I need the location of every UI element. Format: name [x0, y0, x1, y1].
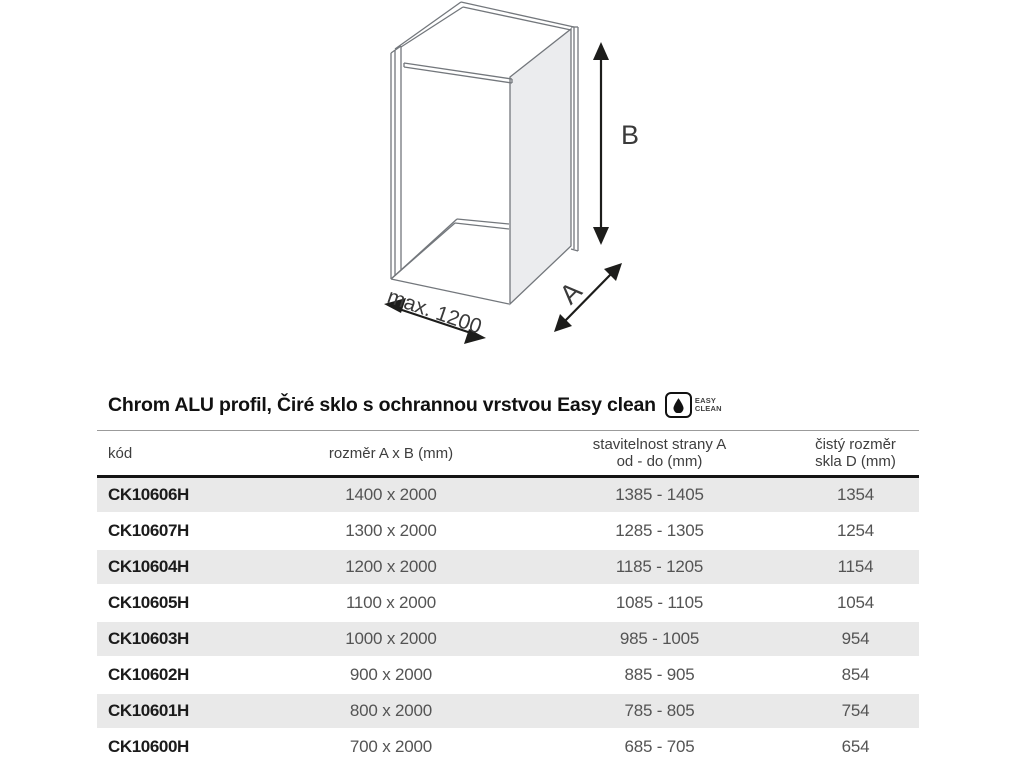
- product-code-cell: CK10602H: [108, 665, 189, 684]
- product-code-cell: CK10601H: [108, 701, 189, 720]
- column-header-stavitelnost: stavitelnost strany A od - do (mm): [592, 436, 727, 470]
- table-row: [97, 550, 919, 584]
- easy-clean-label: EASY CLEAN: [694, 396, 722, 413]
- glass-width-cell: 854: [841, 665, 870, 684]
- easy-clean-badge: [665, 392, 722, 418]
- dimension-label-a: A: [553, 275, 588, 310]
- page-title: Chrom ALU profil, Čiré sklo s ochrannou vrstvou Easy clean: [108, 393, 656, 416]
- adjustability-cell: 885 - 905: [624, 665, 695, 684]
- dimension-cell: 1100 x 2000: [345, 593, 437, 612]
- table-row: [97, 586, 919, 620]
- table-row: [97, 622, 919, 656]
- product-code-cell: CK10600H: [108, 737, 189, 756]
- dimension-cell: 1300 x 2000: [345, 521, 437, 540]
- adjustability-cell: 1185 - 1205: [615, 557, 704, 576]
- column-header-kod: kód: [108, 444, 133, 462]
- support-bar-shape: [404, 63, 512, 83]
- adjustability-cell: 1385 - 1405: [615, 485, 704, 504]
- dimension-label-b: B: [621, 120, 640, 150]
- product-diagram: [358, 0, 670, 352]
- table-row: [97, 694, 919, 728]
- dimension-cell: 800 x 2000: [349, 701, 433, 720]
- glass-panel-shape: [510, 29, 571, 304]
- product-code-cell: CK10604H: [108, 557, 189, 576]
- top-frame-shape: [395, 2, 574, 49]
- table-row: [97, 658, 919, 692]
- dimension-arrow-b: [593, 42, 609, 245]
- title-row: [108, 392, 722, 418]
- product-table: [97, 430, 919, 766]
- column-header-cisty-rozmer: čistý rozměr skla D (mm): [815, 436, 896, 470]
- table-row: [97, 478, 919, 512]
- adjustability-cell: 1285 - 1305: [615, 521, 704, 540]
- max-width-label: max. 1200: [384, 284, 485, 339]
- glass-width-cell: 1154: [837, 557, 874, 576]
- droplet-icon: [665, 392, 692, 418]
- glass-width-cell: 1354: [836, 485, 875, 504]
- glass-width-cell: 1054: [836, 593, 875, 612]
- glass-width-cell: 754: [841, 701, 870, 720]
- adjustability-cell: 1085 - 1105: [615, 593, 704, 612]
- adjustability-cell: 785 - 805: [624, 701, 695, 720]
- dimension-cell: 1000 x 2000: [345, 629, 437, 648]
- left-wall-shape: [391, 46, 401, 279]
- product-code-cell: CK10605H: [108, 593, 189, 612]
- adjustability-cell: 685 - 705: [624, 737, 695, 756]
- dimension-cell: 1200 x 2000: [345, 557, 437, 576]
- glass-width-cell: 954: [841, 629, 870, 648]
- wall-profile-shape: [571, 27, 578, 251]
- product-code-cell: CK10603H: [108, 629, 189, 648]
- table-header: [97, 431, 919, 478]
- glass-width-cell: 1254: [836, 521, 875, 540]
- column-header-rozmer: rozměr A x B (mm): [328, 444, 454, 462]
- dimension-cell: 1400 x 2000: [345, 485, 437, 504]
- table-row: [97, 514, 919, 548]
- product-code-cell: CK10606H: [108, 485, 189, 504]
- dimension-cell: 900 x 2000: [349, 665, 433, 684]
- dimension-cell: 700 x 2000: [349, 737, 433, 756]
- table-row: [97, 730, 919, 764]
- product-code-cell: CK10607H: [108, 521, 189, 540]
- glass-width-cell: 654: [841, 737, 870, 756]
- adjustability-cell: 985 - 1005: [619, 629, 700, 648]
